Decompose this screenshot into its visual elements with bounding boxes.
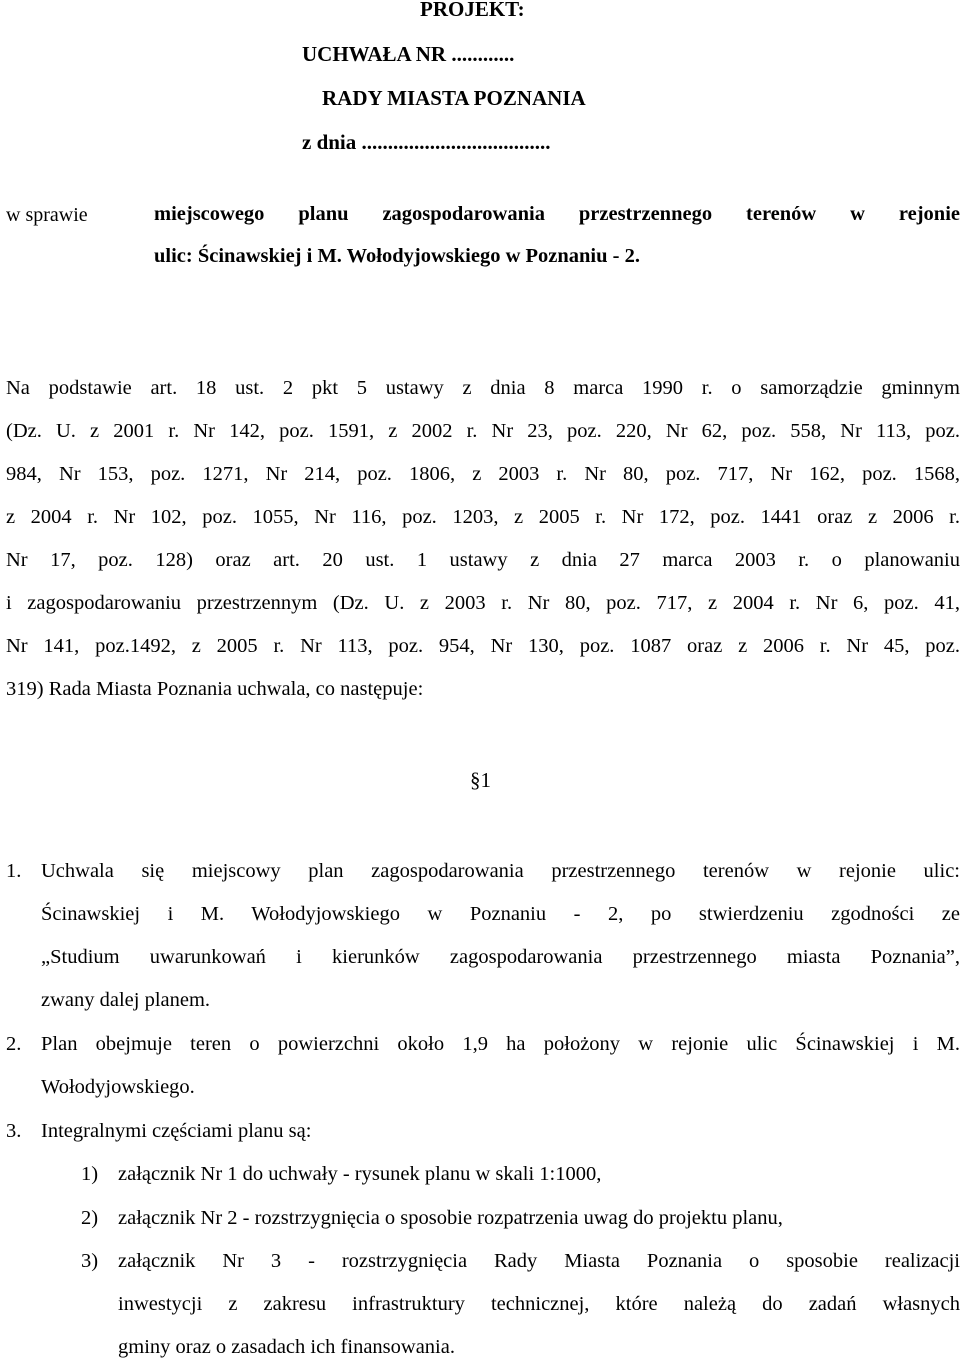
- subpoint-number: 3): [81, 1250, 99, 1272]
- basis-line: z 2004 r. Nr 102, poz. 1055, Nr 116, poz. 1203, z 2005 r. Nr 172, poz. 1441 oraz z 2006 r.: [6, 506, 960, 528]
- subpoint-line: gminy oraz o zasadach ich finansowania.: [118, 1336, 455, 1358]
- resolution-date: z dnia ....................................: [302, 130, 551, 154]
- subpoint-line: załącznik Nr 1 do uchwały - rysunek planu w skali 1:1000,: [118, 1163, 602, 1185]
- point-line: zwany dalej planem.: [41, 989, 211, 1011]
- point-line: Wołodyjowskiego.: [41, 1076, 195, 1098]
- subpoint-number: 2): [81, 1207, 99, 1229]
- subpoint-line: załącznik Nr 2 - rozstrzygnięcia o sposobie rozpatrzenia uwag do projektu planu,: [118, 1207, 783, 1229]
- basis-line: 319) Rada Miasta Poznania uchwala, co następuje:: [6, 678, 424, 700]
- basis-line: Nr 141, poz.1492, z 2005 r. Nr 113, poz. 954, Nr 130, poz. 1087 oraz z 2006 r. Nr 45, poz.: [6, 635, 960, 657]
- basis-line: Nr 17, poz. 128) oraz art. 20 ust. 1 ustawy z dnia 27 marca 2003 r. o planowaniu: [6, 549, 960, 571]
- point-number: 3.: [6, 1120, 22, 1142]
- subject-line: ulic: Ścinawskiej i M. Wołodyjowskiego w Poznaniu - 2.: [154, 245, 640, 267]
- subpoint-line: inwestycji z zakresu infrastruktury technicznej, które należą do zadań własnych: [118, 1293, 960, 1315]
- basis-line: Na podstawie art. 18 ust. 2 pkt 5 ustawy z dnia 8 marca 1990 r. o samorządzie gminnym: [6, 377, 960, 399]
- projekt-label: PROJEKT:: [420, 0, 525, 21]
- point-line: Uchwala się miejscowy plan zagospodarowania przestrzennego terenów w rejonie ulic:: [41, 860, 960, 882]
- point-line: Plan obejmuje teren o powierzchni około 1,9 ha położony w rejonie ulic Ścinawskiej i M.: [41, 1033, 960, 1055]
- point-line: Integralnymi częściami planu są:: [41, 1120, 312, 1142]
- basis-line: (Dz. U. z 2001 r. Nr 142, poz. 1591, z 2002 r. Nr 23, poz. 220, Nr 62, poz. 558, Nr 113, poz.: [6, 420, 960, 442]
- section-mark: §1: [470, 768, 491, 792]
- subpoint-line: załącznik Nr 3 - rozstrzygnięcia Rady Miasta Poznania o sposobie realizacji: [118, 1250, 960, 1272]
- council-name: RADY MIASTA POZNANIA: [322, 86, 586, 110]
- point-number: 2.: [6, 1033, 22, 1055]
- basis-line: i zagospodarowaniu przestrzennym (Dz. U. z 2003 r. Nr 80, poz. 717, z 2004 r. Nr 6, poz. 41,: [6, 592, 960, 614]
- point-line: „Studium uwarunkowań i kierunków zagospodarowania przestrzennego miasta Poznania”,: [41, 946, 960, 968]
- subject-label: w sprawie: [6, 204, 88, 226]
- subpoint-number: 1): [81, 1163, 99, 1185]
- resolution-number: UCHWAŁA NR ............: [302, 42, 515, 66]
- basis-line: 984, Nr 153, poz. 1271, Nr 214, poz. 1806, z 2003 r. Nr 80, poz. 717, Nr 162, poz. 1568,: [6, 463, 960, 485]
- point-line: Ścinawskiej i M. Wołodyjowskiego w Poznaniu - 2, po stwierdzeniu zgodności ze: [41, 903, 960, 925]
- point-number: 1.: [6, 860, 22, 882]
- subject-line: miejscowego planu zagospodarowania przestrzennego terenów w rejonie: [154, 203, 960, 225]
